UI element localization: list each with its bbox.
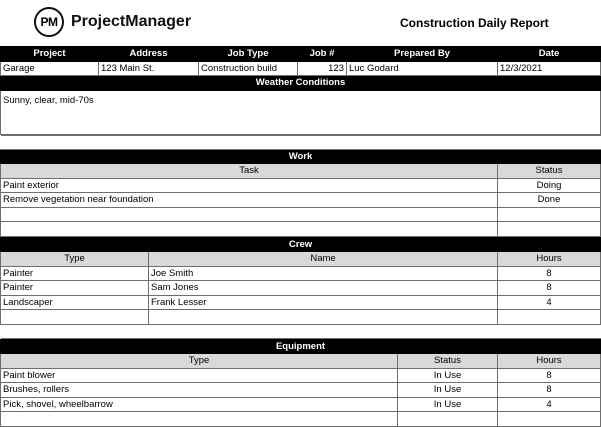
crew-name-cell[interactable]: Frank Lesser: [149, 295, 498, 310]
equipment-hours-cell[interactable]: 8: [498, 368, 601, 383]
equipment-type-cell[interactable]: Paint blower: [1, 368, 398, 383]
equipment-hours-cell[interactable]: 8: [498, 383, 601, 398]
crew-type-cell[interactable]: [1, 310, 149, 325]
task-cell[interactable]: [1, 222, 498, 237]
crew-name-cell[interactable]: [149, 310, 498, 325]
pm-logo-icon: PM: [34, 7, 64, 37]
status-cell[interactable]: Done: [498, 193, 601, 208]
weather-title: Weather Conditions: [1, 76, 601, 91]
project-header: Project: [1, 47, 99, 62]
table-row: [1, 412, 601, 427]
crew-table: [0, 237, 601, 339]
crew-type-cell[interactable]: Landscaper: [1, 295, 149, 310]
crew-name-header: Name: [149, 252, 498, 267]
job-type-cell[interactable]: Construction build: [199, 61, 298, 76]
work-section-bar: [1, 149, 601, 164]
table-row: [1, 368, 601, 383]
crew-hours-cell[interactable]: 8: [498, 266, 601, 281]
equipment-hours-cell[interactable]: 4: [498, 397, 601, 412]
table-row: [1, 310, 601, 325]
table-row: [1, 397, 601, 412]
crew-hours-cell[interactable]: 4: [498, 295, 601, 310]
spacer-row: [1, 135, 601, 149]
status-cell[interactable]: Doing: [498, 178, 601, 193]
prepared-by-header: Prepared By: [347, 47, 498, 62]
equipment-type-cell[interactable]: Pick, shovel, wheelbarrow: [1, 397, 398, 412]
job-number-cell[interactable]: 123: [298, 61, 347, 76]
report-sheet: [0, 46, 600, 427]
table-row: [1, 281, 601, 296]
crew-type-cell[interactable]: Painter: [1, 281, 149, 296]
work-title: Work: [1, 149, 601, 164]
address-cell[interactable]: 123 Main St.: [99, 61, 199, 76]
date-header: Date: [498, 47, 601, 62]
equipment-status-cell[interactable]: In Use: [398, 383, 498, 398]
equipment-section-bar: [1, 339, 601, 354]
report-title: Construction Daily Report: [400, 16, 549, 30]
equipment-type-cell[interactable]: Brushes, rollers: [1, 383, 398, 398]
equipment-status-header: Status: [398, 354, 498, 369]
prepared-by-cell[interactable]: Luc Godard: [347, 61, 498, 76]
crew-header-row: [1, 252, 601, 267]
spacer-row: [1, 324, 601, 338]
report-header: [0, 0, 600, 46]
job-number-header: Job #: [298, 47, 347, 62]
table-row: [1, 178, 601, 193]
date-cell[interactable]: 12/3/2021: [498, 61, 601, 76]
equipment-type-cell[interactable]: [1, 412, 398, 427]
task-cell[interactable]: Paint exterior: [1, 178, 498, 193]
crew-name-cell[interactable]: Joe Smith: [149, 266, 498, 281]
table-row: [1, 266, 601, 281]
crew-hours-cell[interactable]: [498, 310, 601, 325]
equipment-status-cell[interactable]: In Use: [398, 368, 498, 383]
table-row: [1, 295, 601, 310]
crew-type-cell[interactable]: Painter: [1, 266, 149, 281]
project-info-value-row: [1, 61, 601, 76]
task-cell[interactable]: Remove vegetation near foundation: [1, 193, 498, 208]
crew-type-header: Type: [1, 252, 149, 267]
equipment-table: [0, 339, 601, 427]
equipment-status-cell[interactable]: [398, 412, 498, 427]
project-cell[interactable]: Garage: [1, 61, 99, 76]
crew-hours-cell[interactable]: 8: [498, 281, 601, 296]
weather-section-bar: [1, 76, 601, 91]
spacer-cell: [1, 324, 601, 338]
equipment-title: Equipment: [1, 339, 601, 354]
weather-row: [1, 90, 601, 134]
table-row: [1, 193, 601, 208]
table-row: [1, 383, 601, 398]
brand-name: ProjectManager: [71, 13, 192, 30]
table-row: [1, 207, 601, 222]
work-header-row: [1, 164, 601, 179]
crew-section-bar: [1, 237, 601, 252]
equipment-status-cell[interactable]: In Use: [398, 397, 498, 412]
job-type-header: Job Type: [199, 47, 298, 62]
task-cell[interactable]: [1, 207, 498, 222]
project-info-header-row: [1, 47, 601, 62]
equipment-type-header: Type: [1, 354, 398, 369]
equipment-hours-cell[interactable]: [498, 412, 601, 427]
crew-title: Crew: [1, 237, 601, 252]
crew-name-cell[interactable]: Sam Jones: [149, 281, 498, 296]
table-row: [1, 222, 601, 237]
weather-cell[interactable]: Sunny, clear, mid-70s: [1, 90, 601, 134]
brand-logo: [34, 7, 191, 37]
crew-hours-header: Hours: [498, 252, 601, 267]
project-info-table: [0, 46, 601, 135]
task-header: Task: [1, 164, 498, 179]
status-cell[interactable]: [498, 207, 601, 222]
spacer-cell: [1, 135, 601, 149]
equipment-header-row: [1, 354, 601, 369]
address-header: Address: [99, 47, 199, 62]
status-cell[interactable]: [498, 222, 601, 237]
work-status-header: Status: [498, 164, 601, 179]
work-table: [0, 135, 601, 237]
equipment-hours-header: Hours: [498, 354, 601, 369]
